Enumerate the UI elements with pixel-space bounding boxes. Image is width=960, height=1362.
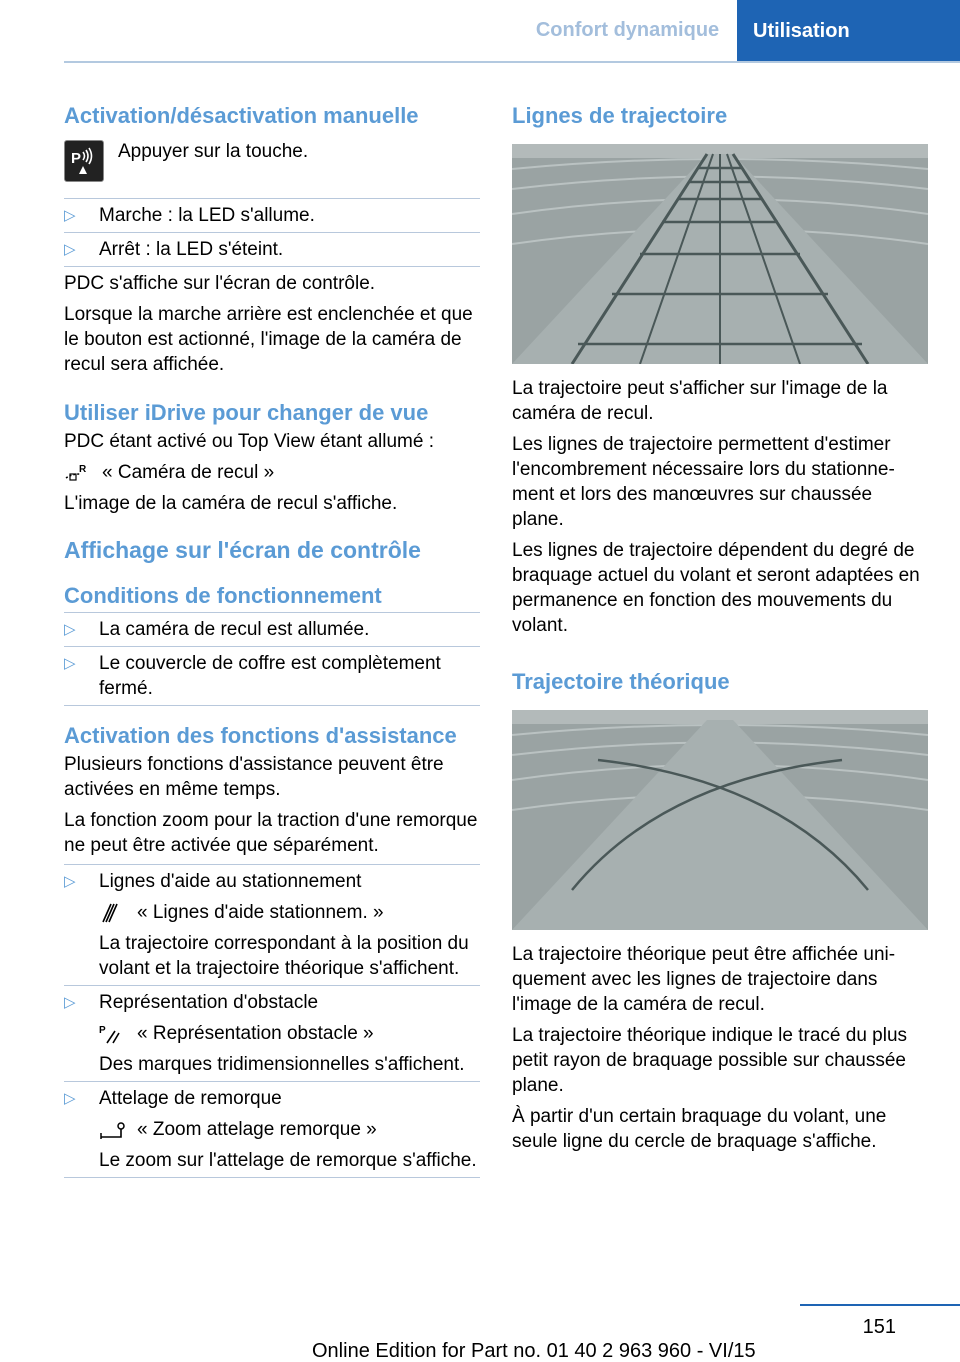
on-off-list xyxy=(64,198,480,267)
heading-assist: Activation des fonctions d'assistance xyxy=(64,723,457,748)
heading-manual: Activation/désactivation manuelle xyxy=(64,103,419,128)
conditions-list xyxy=(64,612,480,706)
paragraph: La fonction zoom pour la traction d'une remorque ne peut être activée que séparément. xyxy=(64,810,478,856)
footer-divider xyxy=(800,1304,960,1306)
list-item: ▷ Le couvercle de coffre est complètement fermé. xyxy=(64,646,480,706)
trailer-hitch-icon xyxy=(99,1119,125,1141)
paragraph: La trajectoire théorique indique le tracé du plus petit rayon de braquage possible sur chaussée plane. xyxy=(512,1025,908,1096)
paragraph: Lorsque la marche arrière est enclenchée et que le bouton est actionné, l'image de la caméra de recul sera affichée. xyxy=(64,304,473,375)
edition-text: Online Edition for Part no. 01 40 2 963 960 - VI/15 xyxy=(312,1340,756,1362)
list-item: ▷ Arrêt : la LED s'éteint. xyxy=(64,232,480,267)
heading-display: Affichage sur l'écran de contrôle xyxy=(64,537,421,563)
trajectory-lines-image xyxy=(512,144,928,364)
theoretical-trajectory-image xyxy=(512,710,928,930)
paragraph: Les lignes de trajectoire dépendent du degré de braquage actuel du volant et seront adaptées en permanence en fonction des mouvements du volant. xyxy=(512,540,920,636)
right-column xyxy=(512,100,928,1160)
press-key-line xyxy=(64,140,480,182)
paragraph: La trajectoire peut s'afficher sur l'image de la caméra de recul. xyxy=(512,378,888,424)
list-item: ▷ Lignes d'aide au stationnement « Lignes d'aide stationnem. » La trajectoire correspondant à la position du volant et la trajectoire théorique s'affichent. xyxy=(64,864,480,985)
paragraph: Plusieurs fonctions d'assistance peuvent être activées en même temps. xyxy=(64,754,444,800)
paragraph: PDC étant activé ou Top View étant allumé : xyxy=(64,431,435,452)
left-column xyxy=(64,100,480,1178)
parking-lines-menu[interactable]: « Lignes d'aide stationnem. » xyxy=(137,902,384,923)
heading-conditions: Conditions de fonctionnement xyxy=(64,583,382,608)
page-number: 151 xyxy=(862,1316,896,1338)
page-header xyxy=(0,0,960,62)
paragraph: L'image de la caméra de recul s'affiche. xyxy=(64,493,398,514)
parking-lines-icon xyxy=(99,902,125,924)
header-divider xyxy=(64,61,960,63)
camera-menu-line xyxy=(64,460,480,485)
chapter-tab[interactable]: Utilisation xyxy=(737,0,960,62)
assist-list xyxy=(64,864,480,1178)
list-item: ▷ La caméra de recul est allumée. xyxy=(64,612,480,646)
paragraph: La trajectoire théorique peut être affichée uniquement avec les lignes de trajectoire dans l'image de la caméra de recul. xyxy=(512,944,896,1015)
heading-idrive: Utiliser iDrive pour changer de vue xyxy=(64,400,429,425)
obstacle-menu[interactable]: « Représentation obstacle » xyxy=(137,1023,374,1044)
paragraph: PDC s'affiche sur l'écran de contrôle. xyxy=(64,273,376,294)
paragraph: Les lignes de trajectoire permettent d'estimer l'encombrement nécessaire lors du stationnement et lors des manœuvres sur chaussée plane. xyxy=(512,434,895,530)
pdc-button-icon xyxy=(64,140,104,182)
paragraph: À partir d'un certain braquage du volant, une seule ligne du cercle de braquage s'affiche. xyxy=(512,1106,887,1152)
rear-camera-icon xyxy=(64,462,90,484)
svg-text:P: P xyxy=(71,150,82,167)
heading-theoretical: Trajectoire théorique xyxy=(512,669,730,694)
list-item: ▷ Marche : la LED s'allume. xyxy=(64,198,480,232)
trailer-zoom-menu[interactable]: « Zoom attelage remorque » xyxy=(137,1119,377,1140)
obstacle-icon xyxy=(99,1023,125,1045)
section-tab[interactable]: Confort dynamique xyxy=(535,19,720,41)
heading-lines: Lignes de trajectoire xyxy=(512,103,728,128)
svg-text:R: R xyxy=(79,463,87,475)
svg-text:P: P xyxy=(99,1024,106,1036)
camera-menu-label[interactable]: « Caméra de recul » xyxy=(102,462,275,483)
list-item: ▷ Attelage de remorque « Zoom attelage remorque » Le zoom sur l'attelage de remorque s'affiche. xyxy=(64,1081,480,1178)
list-item: ▷ Représentation d'obstacle P « Représentation obstacle » Des marques tridimensionnelles s'affichent. xyxy=(64,985,480,1081)
press-key-text: Appuyer sur la touche. xyxy=(118,140,309,162)
